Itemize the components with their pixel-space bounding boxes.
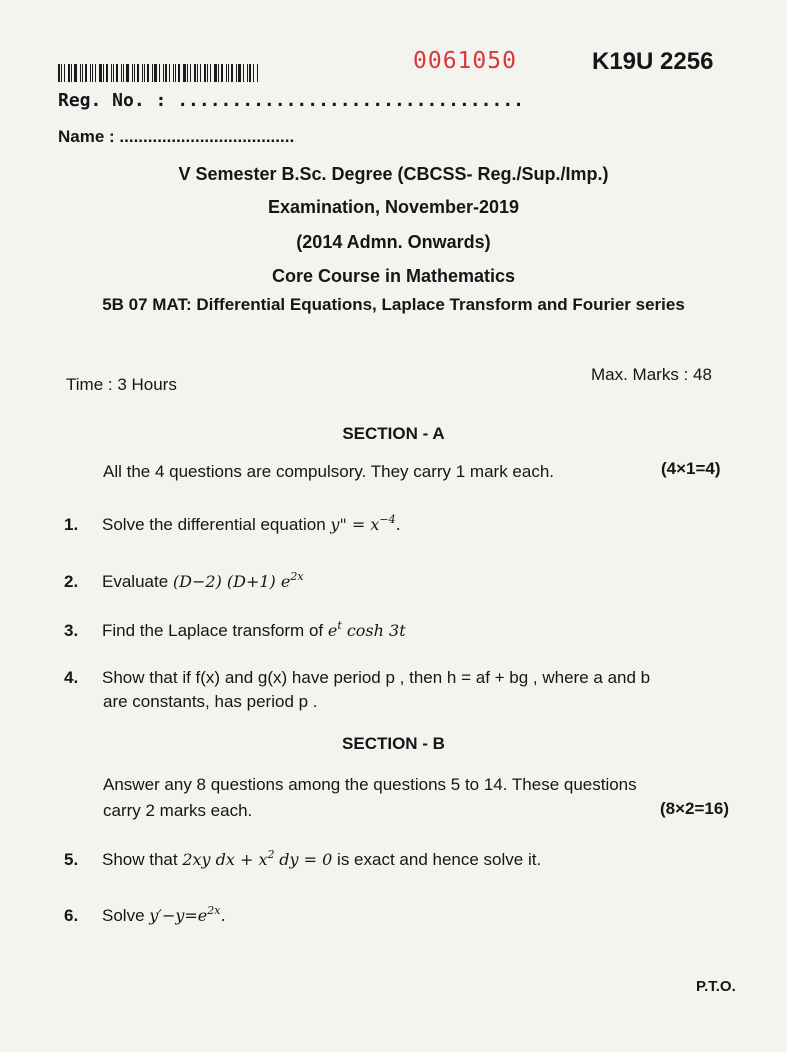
section-b-marks: (8×2=16) — [660, 799, 729, 818]
barcode-bar — [159, 64, 160, 82]
question-3 — [64, 621, 406, 641]
question-math-sup: −4 — [379, 513, 396, 526]
question-text: Evaluate — [102, 572, 169, 591]
exam-title-line1: V Semester B.Sc. Degree (CBCSS- Reg./Sup./Imp.) — [178, 164, 609, 184]
barcode-bar — [257, 64, 258, 82]
barcode-bar — [116, 64, 118, 82]
barcode-bar — [169, 64, 170, 82]
question-text: Solve the differential equation — [102, 515, 326, 534]
barcode-bar — [126, 64, 129, 82]
barcode-bar — [194, 64, 196, 82]
barcode-bar — [247, 64, 248, 82]
barcode-bar — [95, 64, 96, 82]
barcode-bar — [165, 64, 167, 82]
question-number: 5. — [64, 850, 79, 869]
barcode-bar — [64, 64, 65, 82]
question-number: 2. — [64, 572, 79, 591]
section-a-instruction: All the 4 questions are compulsory. They carry 1 mark each. — [103, 462, 555, 481]
exam-title-line2: Examination, November-2019 — [267, 197, 520, 217]
serial-number: 0061050 — [413, 48, 517, 74]
barcode-bar — [99, 64, 102, 82]
barcode-bar — [90, 64, 91, 82]
question-math-sup: 2x — [290, 570, 304, 583]
barcode-bar — [123, 64, 124, 82]
barcode-bar — [121, 64, 122, 82]
barcode-bar — [173, 64, 174, 82]
question-text: Show that if f(x) and g(x) have period p , then h = af + bg , where a and b — [102, 668, 651, 687]
barcode-bar — [132, 64, 133, 82]
question-math: e — [327, 621, 338, 640]
time-label: Time : 3 Hours — [66, 375, 177, 394]
barcode-bar — [106, 64, 108, 82]
barcode-bar — [68, 64, 70, 82]
barcode-bar — [221, 64, 223, 82]
barcode-bar — [238, 64, 241, 82]
question-4-continued: are constants, has period p . — [103, 692, 318, 711]
barcode-bar — [210, 64, 211, 82]
question-text: Find the Laplace transform of — [102, 621, 324, 640]
question-number: 6. — [64, 906, 79, 925]
exam-title-line5: 5B 07 MAT: Differential Equations, Laplace Transform and Fourier series — [102, 295, 685, 314]
barcode-bar — [187, 64, 188, 82]
barcode-bar — [58, 64, 60, 82]
name-field: Name : ..................................... — [58, 127, 295, 146]
question-math: y" = x — [330, 515, 380, 534]
barcode-bar — [200, 64, 201, 82]
barcode-bar — [163, 64, 164, 82]
barcode-bar — [61, 64, 62, 82]
question-math-sup: t — [337, 619, 342, 632]
barcode-bar — [236, 64, 237, 82]
question-math: (D−2) (D+1) e — [172, 572, 291, 591]
question-4 — [64, 668, 650, 688]
barcode-bar — [253, 64, 254, 82]
barcode-bar — [103, 64, 104, 82]
section-a-marks: (4×1=4) — [661, 459, 721, 478]
question-math-tail: cosh 3t — [341, 621, 406, 640]
barcode-bar — [249, 64, 251, 82]
barcode-bar — [183, 64, 186, 82]
barcode-bar — [197, 64, 198, 82]
section-b-instruction: Answer any 8 questions among the questions 5 to 14. These questions — [103, 775, 637, 794]
barcode-bar — [92, 64, 93, 82]
question-1 — [64, 515, 401, 535]
barcode-bar — [152, 64, 153, 82]
barcode-bar — [74, 64, 77, 82]
question-math: 2xy dx + x — [182, 850, 268, 869]
question-5 — [64, 850, 541, 870]
section-a-heading: SECTION - A — [342, 424, 445, 443]
section-b-instruction-2: carry 2 marks each. — [103, 801, 253, 820]
paper-code: K19U 2256 — [592, 48, 714, 75]
question-2 — [64, 572, 304, 592]
barcode-bar — [137, 64, 139, 82]
barcode-bar — [226, 64, 227, 82]
barcode-bar — [71, 64, 72, 82]
exam-title-line3: (2014 Admn. Onwards) — [296, 232, 491, 252]
question-math-2: dy = 0 — [279, 850, 333, 869]
barcode-bar — [147, 64, 149, 82]
barcode-bar — [144, 64, 145, 82]
barcode-bar — [134, 64, 135, 82]
exam-title-line4: Core Course in Mathematics — [271, 266, 516, 286]
barcode-bar — [113, 64, 114, 82]
question-tail: is exact and hence solve it. — [332, 850, 542, 869]
barcode-bar — [190, 64, 191, 82]
barcode-bar — [80, 64, 81, 82]
barcode-bar — [82, 64, 83, 82]
barcode-bar — [231, 64, 233, 82]
barcode-bar — [218, 64, 219, 82]
barcode-bar — [85, 64, 87, 82]
question-number: 1. — [64, 515, 79, 534]
question-math-tail: . — [220, 906, 226, 925]
question-number: 4. — [64, 668, 79, 687]
question-math-sup: 2x — [207, 904, 221, 917]
barcode-bar — [154, 64, 157, 82]
barcode-bar — [214, 64, 217, 82]
barcode-bar — [243, 64, 244, 82]
question-math: y′−y=e — [149, 906, 208, 925]
pto-label: P.T.O. — [696, 978, 736, 995]
question-6 — [64, 906, 226, 926]
question-text: Solve — [102, 906, 145, 925]
barcode-bar — [228, 64, 229, 82]
barcode-bar — [178, 64, 180, 82]
question-math-sup: 2 — [267, 848, 275, 861]
section-b-heading: SECTION - B — [342, 734, 445, 753]
question-text: Show that — [102, 850, 178, 869]
barcode — [58, 64, 263, 82]
barcode-bar — [204, 64, 206, 82]
reg-no-field: Reg. No. : ................................ — [58, 90, 524, 111]
question-math-tail: . — [395, 515, 401, 534]
max-marks-label: Max. Marks : 48 — [591, 365, 712, 384]
barcode-bar — [175, 64, 176, 82]
barcode-bar — [142, 64, 143, 82]
barcode-bar — [207, 64, 208, 82]
question-number: 3. — [64, 621, 79, 640]
barcode-bar — [111, 64, 112, 82]
